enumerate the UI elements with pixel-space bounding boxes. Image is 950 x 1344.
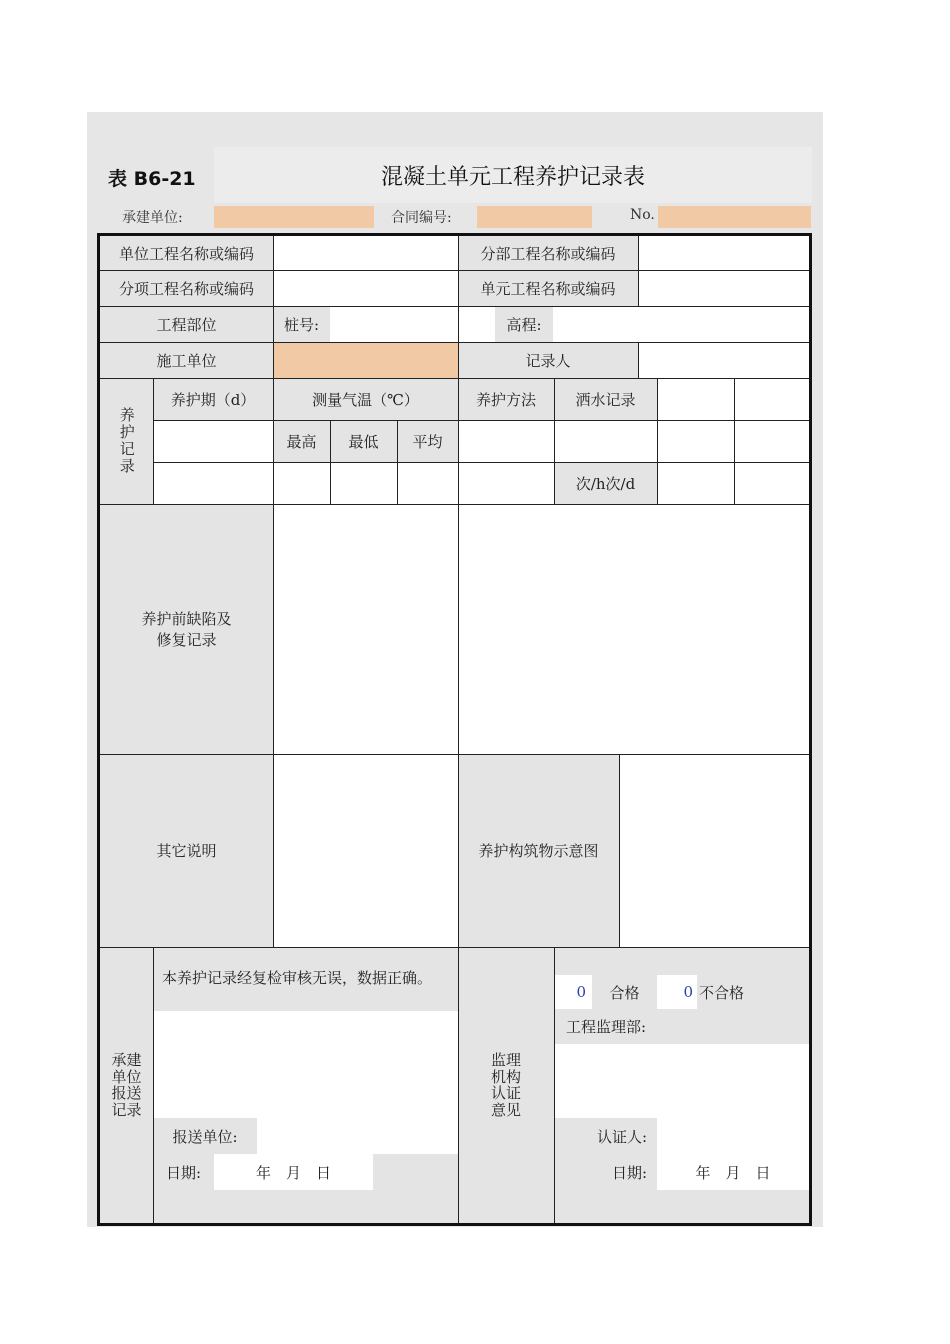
pass-count-value: 0 [576,983,586,1001]
grid-line [638,236,639,270]
grid-line [273,236,274,947]
grid-line [619,754,620,947]
pass-label: 合格 [592,975,657,1009]
grid-line [554,378,555,504]
subitem-project-label: 分项工程名称或编码 [100,270,273,306]
contract-no-input[interactable] [477,206,592,228]
diagram-label: 养护构筑物示意图 [458,754,619,947]
supervision-dept-label: 工程监理部: [554,1009,809,1044]
recorder-label: 记录人 [458,342,638,378]
submit-unit-label: 报送单位: [153,1118,257,1154]
unit-project-input[interactable] [273,236,458,270]
defect-input[interactable] [273,504,809,754]
division-project-label: 分部工程名称或编码 [458,236,638,270]
no-input[interactable] [658,206,811,228]
supervision-bottom-filler [554,1190,809,1223]
temp-label: 测量气温（℃） [273,378,458,420]
curing-cell[interactable] [657,420,734,462]
freq-label: 次/h次/d [554,462,657,504]
curing-method-label: 养护方法 [458,378,554,420]
curing-cell[interactable] [458,420,554,462]
report-section-text: 承建单位报送记录 [111,1051,142,1119]
curing-cell[interactable] [458,462,554,504]
curing-cell[interactable] [153,420,273,462]
grid-line [100,504,809,505]
recorder-input[interactable] [638,342,809,378]
curing-period-label: 养护期（d） [153,378,273,420]
grid-line [153,378,154,504]
supervision-top-filler [554,947,809,975]
form-code: 表 B6-21 [108,168,196,190]
curing-cell[interactable] [657,378,734,420]
curing-cell[interactable] [734,378,809,420]
grid-line [638,270,639,306]
grid-line [100,378,809,379]
grid-line [100,270,809,271]
unit-project-label: 单位工程名称或编码 [100,236,273,270]
grid-line [100,342,809,343]
grid-line [458,236,459,1223]
grid-line [330,420,331,504]
certifier-input[interactable] [657,1118,809,1154]
construction-unit-input[interactable] [273,342,458,378]
curing-cell[interactable] [734,462,809,504]
supervision-section-label [458,947,554,1223]
curing-cell[interactable] [554,420,657,462]
fail-count-value: 0 [683,983,693,1001]
form-title: 混凝土单元工程养护记录表 [214,147,812,203]
report-date-input[interactable]: 年 月 日 [214,1154,373,1190]
elevation-label: 高程: [495,306,553,342]
division-project-input[interactable] [638,236,809,270]
pass-count[interactable] [554,975,592,1009]
grid-line [153,420,809,421]
other-notes-label: 其它说明 [100,754,273,947]
supervision-opinion-area[interactable] [554,1044,809,1118]
other-notes-input[interactable] [273,754,458,947]
diagram-area[interactable] [619,754,809,947]
contractor-input[interactable] [214,206,374,228]
report-bottom-filler [153,1190,458,1223]
submit-unit-input[interactable] [257,1118,458,1154]
pile-label: 桩号: [273,306,330,342]
curing-cell[interactable] [657,462,734,504]
element-project-input[interactable] [638,270,809,306]
curing-cell[interactable] [734,420,809,462]
report-date-filler [373,1154,458,1190]
report-signature-area[interactable] [153,1011,458,1118]
grid-line [153,462,809,463]
elevation-input[interactable] [553,306,809,342]
contractor-label: 承建单位: [122,210,183,226]
defect-label-line2: 修复记录 [156,631,217,649]
construction-unit-label: 施工单位 [100,342,273,378]
grid-line [153,947,154,1223]
curing-cell[interactable] [330,462,397,504]
contract-no-label: 合同编号: [391,210,452,226]
temp-min-label: 最低 [330,420,397,462]
curing-section-label [100,378,153,504]
water-record-label: 洒水记录 [554,378,657,420]
grid-line [554,947,555,1223]
fail-label: 不合格 [697,975,809,1009]
grid-line [734,378,735,504]
grid-line [100,947,809,948]
supervision-date-label: 日期: [554,1154,657,1190]
report-section-label [100,947,153,1223]
report-statement: 本养护记录经复检审核无误，数据正确。 [153,947,458,1011]
subitem-project-input[interactable] [273,270,458,306]
grid-line [100,754,809,755]
element-project-label: 单元工程名称或编码 [458,270,638,306]
defect-label [100,504,273,754]
temp-max-label: 最高 [273,420,330,462]
report-date-label: 日期: [153,1154,214,1190]
supervision-date-input[interactable]: 年 月 日 [657,1154,809,1190]
grid-line [657,378,658,504]
curing-cell[interactable] [153,462,273,504]
fail-count[interactable] [657,975,697,1009]
curing-section-text: 养护记录 [117,407,136,475]
certifier-label: 认证人: [554,1118,657,1154]
pile-input[interactable] [330,306,495,342]
part-label: 工程部位 [100,306,273,342]
grid-line [100,306,809,307]
record-table [97,233,812,1226]
grid-line [397,420,398,504]
curing-cell[interactable] [397,462,458,504]
temp-avg-label: 平均 [397,420,458,462]
no-label: No. [630,207,655,223]
supervision-section-text: 监理机构认证意见 [490,1051,521,1119]
defect-label-line1: 养护前缺陷及 [141,610,232,628]
curing-cell[interactable] [273,462,330,504]
grid-line [638,342,639,378]
